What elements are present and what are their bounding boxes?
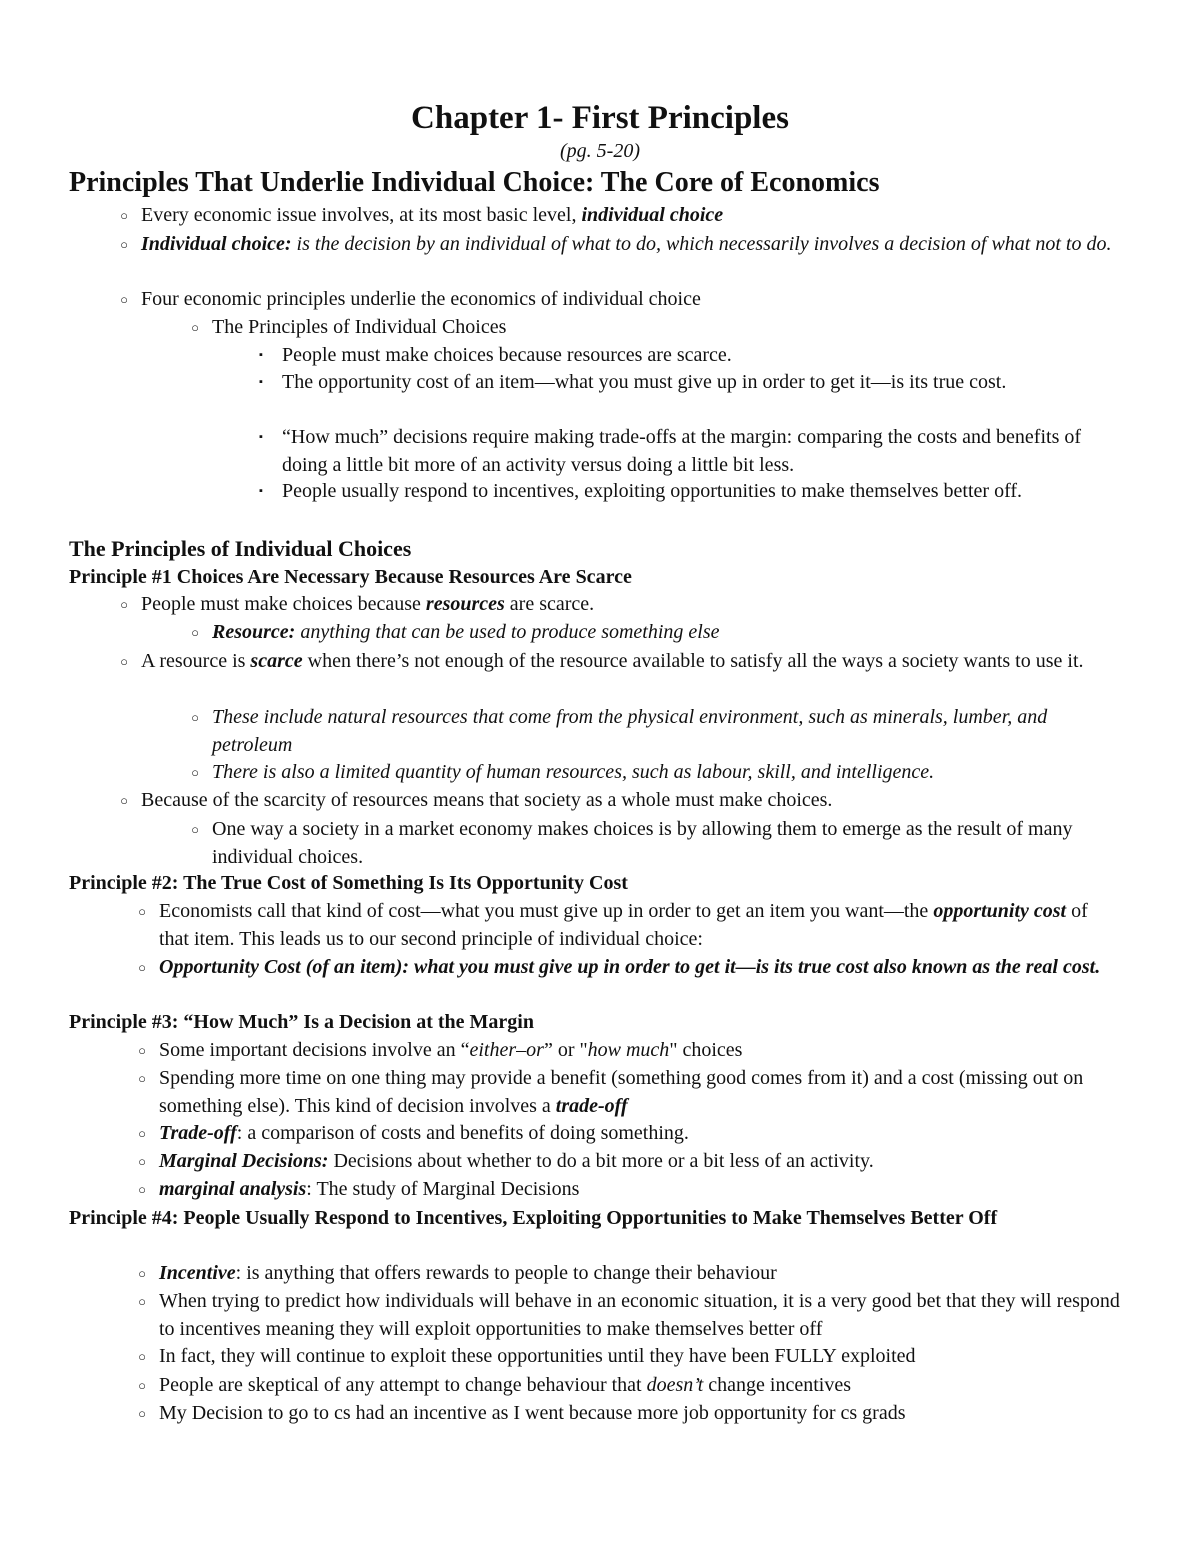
circle-bullet-icon: ○ [120,237,128,252]
list-item: ○ Opportunity Cost (of an item): what you must give up in order to get it—is its true cost also known as the real cost. [159,954,1121,982]
list-item: ○ Resource: anything that can be used to produce something else [212,619,1112,647]
heading-core-of-economics: Principles That Underlie Individual Choice: The Core of Economics [69,167,880,198]
list-item: ○ Every economic issue involves, at its most basic level, individual choice [141,202,1121,230]
circle-bullet-icon: ○ [138,1043,146,1058]
list-item: ○ One way a society in a market economy makes choices is by allowing them to emerge as the result of many individual choices. [212,816,1112,871]
circle-bullet-icon: ○ [138,1294,146,1309]
list-item: ○ Spending more time on one thing may provide a benefit (something good comes from it) and a cost (missing out on something else). This kind of decision involves a trade-off [159,1065,1121,1120]
list-item: ▪ People usually respond to incentives, exploiting opportunities to make themselves better off. [282,478,1122,506]
document-title: Chapter 1- First Principles [411,100,789,136]
list-item: ○ In fact, they will continue to exploit these opportunities until they have been FULLY exploited [159,1343,1121,1371]
circle-bullet-icon: ○ [191,625,199,640]
page-range: (pg. 5-20) [560,140,640,162]
circle-bullet-icon: ○ [138,1071,146,1086]
heading-principles: The Principles of Individual Choices [69,536,412,561]
circle-bullet-icon: ○ [120,793,128,808]
circle-bullet-icon: ○ [138,1266,146,1281]
list-item: ○ People are skeptical of any attempt to change behaviour that doesn’t change incentives [159,1372,1121,1400]
square-bullet-icon: ▪ [259,349,263,361]
heading-principle-4: Principle #4: People Usually Respond to Incentives, Exploiting Opportunities to Make Themselves Better Off [69,1207,998,1229]
circle-bullet-icon: ○ [191,710,199,725]
list-item: ○ marginal analysis: The study of Marginal Decisions [159,1176,1121,1204]
list-item: ○ Some important decisions involve an “either–or” or "how much" choices [159,1037,1121,1065]
list-item: ○ Four economic principles underlie the economics of individual choice [141,286,1121,314]
list-item: ○ Marginal Decisions: Decisions about whether to do a bit more or a bit less of an activity. [159,1148,1121,1176]
list-item: ○ These include natural resources that come from the physical environment, such as minerals, lumber, and petroleum [212,704,1112,759]
circle-bullet-icon: ○ [138,1126,146,1141]
square-bullet-icon: ▪ [259,431,263,443]
circle-bullet-icon: ○ [191,320,199,335]
list-item: ○ When trying to predict how individuals will behave in an economic situation, it is a very good bet that they will respond to incentives meaning they will exploit opportunities to make themselves better off [159,1288,1121,1343]
heading-principle-3: Principle #3: “How Much” Is a Decision at the Margin [69,1011,534,1033]
heading-principle-2: Principle #2: The True Cost of Something Is Its Opportunity Cost [69,872,628,894]
circle-bullet-icon: ○ [138,904,146,919]
circle-bullet-icon: ○ [138,1378,146,1393]
list-item: ○ Trade-off: a comparison of costs and benefits of doing something. [159,1120,1121,1148]
circle-bullet-icon: ○ [138,960,146,975]
list-item: ▪ “How much” decisions require making trade-offs at the margin: comparing the costs and benefits of doing a little bit more of an activity versus doing a little bit less. [282,424,1122,479]
heading-principle-1: Principle #1 Choices Are Necessary Because Resources Are Scarce [69,566,632,588]
list-item: ○ People must make choices because resources are scarce. [141,591,1121,619]
circle-bullet-icon: ○ [138,1349,146,1364]
square-bullet-icon: ▪ [259,376,263,388]
list-item: ○ A resource is scarce when there’s not enough of the resource available to satisfy all the ways a society wants to use it. [141,648,1121,676]
list-item: ○ Economists call that kind of cost—what you must give up in order to get an item you want—the opportunity cost of that item. This leads us to our second principle of individual choice: [159,898,1121,953]
square-bullet-icon: ▪ [259,485,263,497]
circle-bullet-icon: ○ [120,654,128,669]
list-item: ○ There is also a limited quantity of human resources, such as labour, skill, and intelligence. [212,759,1112,787]
list-item: ▪ The opportunity cost of an item—what you must give up in order to get it—is its true cost. [282,369,1122,397]
list-item: ○ Individual choice: is the decision by an individual of what to do, which necessarily involves a decision of what not to do. [141,231,1121,259]
circle-bullet-icon: ○ [191,765,199,780]
list-item: ○ My Decision to go to cs had an incentive as I went because more job opportunity for cs grads [159,1400,1121,1428]
list-item: ○ The Principles of Individual Choices [212,314,1112,342]
circle-bullet-icon: ○ [138,1406,146,1421]
circle-bullet-icon: ○ [120,292,128,307]
list-item: ▪ People must make choices because resources are scarce. [282,342,1122,370]
circle-bullet-icon: ○ [138,1154,146,1169]
list-item: ○ Because of the scarcity of resources means that society as a whole must make choices. [141,787,1121,815]
circle-bullet-icon: ○ [191,822,199,837]
circle-bullet-icon: ○ [120,208,128,223]
circle-bullet-icon: ○ [138,1182,146,1197]
list-item: ○ Incentive: is anything that offers rewards to people to change their behaviour [159,1260,1121,1288]
circle-bullet-icon: ○ [120,597,128,612]
